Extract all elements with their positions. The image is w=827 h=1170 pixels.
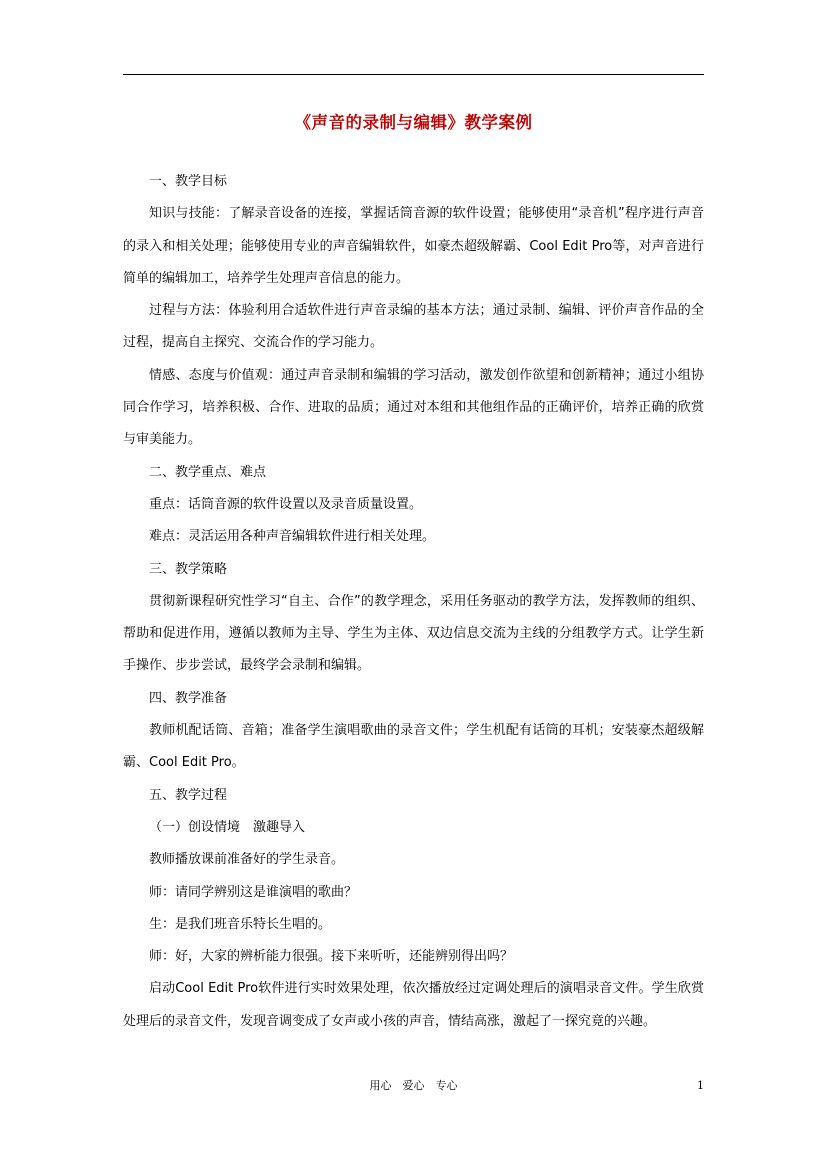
paragraph-knowledge-skills: 知识与技能：了解录音设备的连接，掌握话筒音源的软件设置；能够使用“录音机”程序进行声音的录入和相关处理；能够使用专业的声音编辑软件，如豪杰超级解霸、Cool Edit Pro等，对声音进行简单的编辑加工，培养学生处理声音信息的能力。 <box>123 206 704 286</box>
dialogue-teacher-2: 师：好，大家的辨析能力很强。接下来听听，还能辨别得出吗？ <box>149 949 514 965</box>
dialogue-teacher-1: 师：请同学辨别这是谁演唱的歌曲？ <box>149 884 358 900</box>
subsection-heading-intro: （一）创设情境 激趣导入 <box>149 819 306 835</box>
section-heading-strategy: 三、教学策略 <box>149 561 228 577</box>
section-heading-key-points: 二、教学重点、难点 <box>149 464 267 480</box>
dialogue-student-1: 生：是我们班音乐特长生唱的。 <box>149 916 332 932</box>
page-number: 1 <box>697 1079 704 1092</box>
paragraph-cool-edit-demo: 启动Cool Edit Pro软件进行实时效果处理，依次播放经过定调处理后的演唱录音文件。学生欣赏处理后的录音文件，发现音调变成了女声或小孩的声音，情结高涨，激起了一探究竟的兴趣。 <box>123 981 704 1029</box>
paragraph-teacher-plays: 教师播放课前准备好的学生录音。 <box>149 852 345 868</box>
document-title: 《声音的录制与编辑》教学案例 <box>294 113 533 132</box>
document-body <box>123 166 704 1038</box>
header-rule <box>123 74 704 75</box>
section-heading-objectives: 一、教学目标 <box>149 174 228 189</box>
paragraph-preparation: 教师机配话筒、音箱；准备学生演唱歌曲的录音文件；学生机配有话筒的耳机；安装豪杰超级解霸、Cool Edit Pro。 <box>123 723 704 771</box>
paragraph-key-point: 重点：话筒音源的软件设置以及录音质量设置。 <box>149 496 423 512</box>
footer-motto: 用心 爱心 专心 <box>369 1079 458 1092</box>
paragraph-emotion-values: 情感、态度与价值观：通过声音录制和编辑的学习活动，激发创作欲望和创新精神；通过小组协同合作学习，培养积极、合作、进取的品质；通过对本组和其他组作品的正确评价，培养正确的欣赏与审美能力。 <box>123 367 704 448</box>
paragraph-process-methods: 过程与方法：体验利用合适软件进行声音录编的基本方法；通过录制、编辑、评价声音作品的全过程，提高自主探究、交流合作的学习能力。 <box>123 303 704 351</box>
paragraph-strategy: 贯彻新课程研究性学习“自主、合作”的教学理念，采用任务驱动的教学方法，发挥教师的组织、帮助和促进作用，遵循以教师为主导、学生为主体、双边信息交流为主线的分组教学方式。让学生新手操作、步步尝试，最终学会录制和编辑。 <box>123 593 704 674</box>
section-heading-process: 五、教学过程 <box>149 787 228 803</box>
section-heading-preparation: 四、教学准备 <box>149 690 228 706</box>
paragraph-difficulty: 难点：灵活运用各种声音编辑软件进行相关处理。 <box>149 529 436 545</box>
